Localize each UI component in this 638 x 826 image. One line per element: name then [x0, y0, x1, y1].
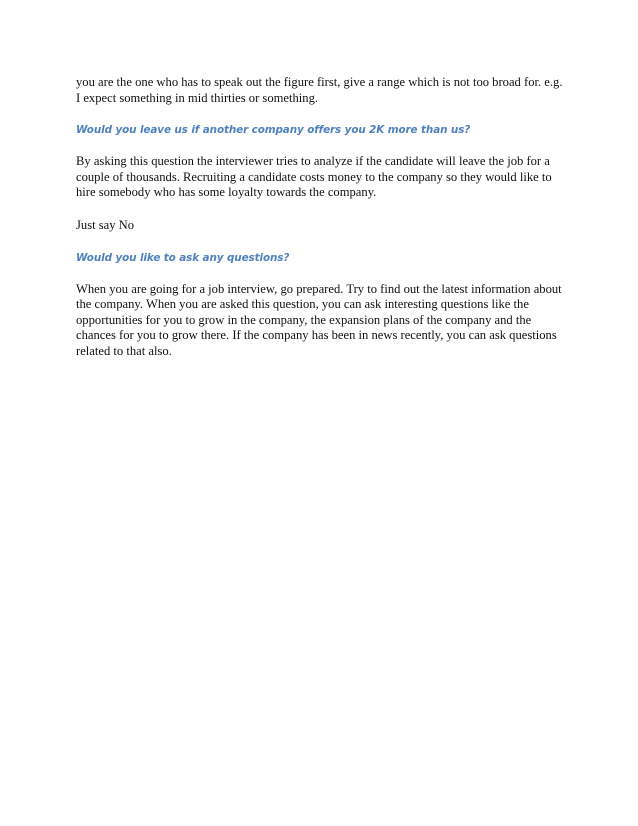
question-heading-leave-for-2k: Would you leave us if another company offers you 2K more than us? [76, 124, 471, 137]
paragraph-loyalty [76, 154, 566, 201]
question-heading-any-questions: Would you like to ask any questions? [76, 251, 290, 264]
paragraph-salary-range [76, 75, 566, 106]
text-line: related to that also. [76, 343, 172, 358]
document-content [76, 75, 566, 377]
paragraph-go-prepared [76, 282, 566, 360]
text-line: couple of thousands. Recruiting a candidate costs money to the company so they would like to [76, 169, 552, 184]
text-line: I expect something in mid thirties or something. [76, 90, 319, 105]
text-line: hire somebody who has some loyalty towards the company. [76, 185, 377, 200]
text-line: By asking this question the interviewer tries to analyze if the candidate will leave the job for a [76, 154, 550, 169]
text-line: the company. When you are asked this question, you can ask interesting questions like the [76, 297, 529, 312]
text-line: Just say No [76, 217, 135, 232]
text-line: chances for you to grow there. If the company has been in news recently, you can ask questions [76, 328, 557, 343]
text-line: opportunities for you to grow in the company, the expansion plans of the company and the [76, 312, 532, 327]
text-line: you are the one who has to speak out the figure first, give a range which is not too broad for. e.g. [76, 75, 563, 89]
paragraph-just-say-no [76, 218, 566, 234]
text-line: When you are going for a job interview, go prepared. Try to find out the latest information about [76, 281, 562, 296]
